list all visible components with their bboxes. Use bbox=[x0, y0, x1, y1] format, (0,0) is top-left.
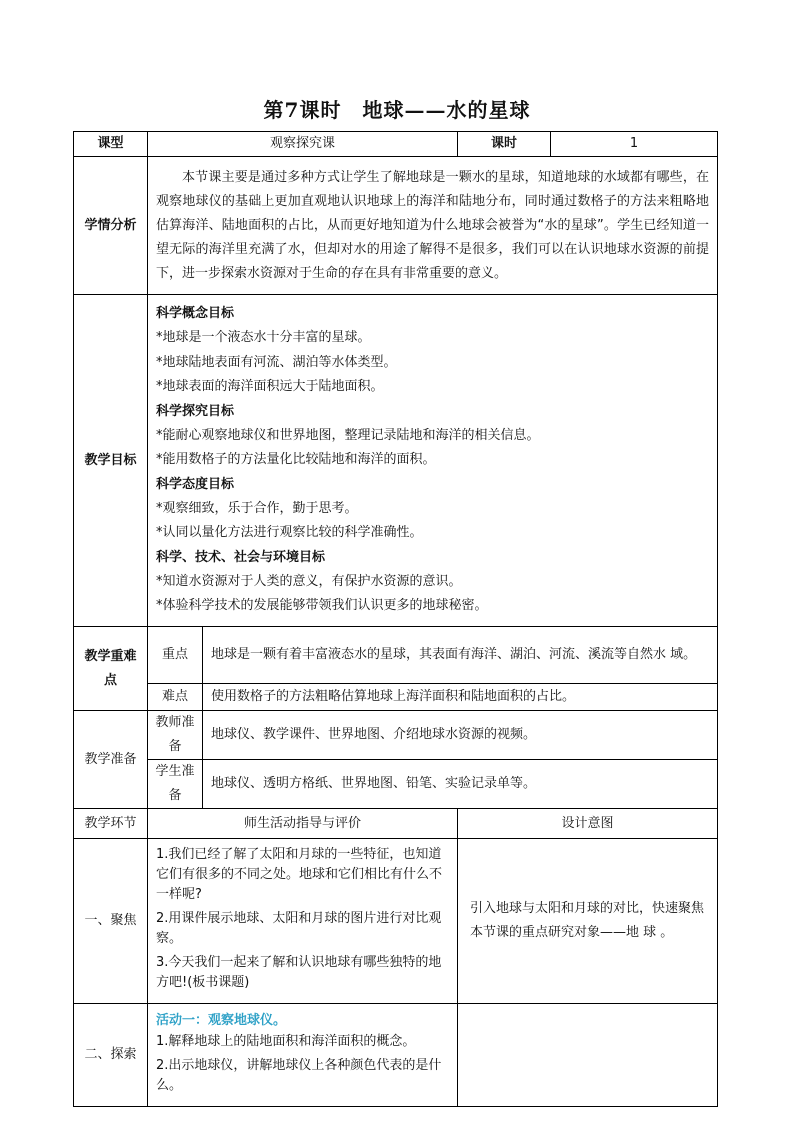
student-prep-row bbox=[74, 760, 718, 809]
period-value: 1 bbox=[551, 132, 718, 157]
goals-content bbox=[148, 295, 718, 627]
intent-column-header: 设计意图 bbox=[458, 809, 718, 839]
lesson-plan-table bbox=[73, 131, 718, 1107]
focus-label: 重点 bbox=[148, 627, 203, 684]
goal-item: *认同以量化方法进行观察比较的科学准确性。 bbox=[156, 525, 423, 541]
key-points-label: 教学重难点 bbox=[74, 627, 148, 711]
goals-label: 教学目标 bbox=[74, 295, 148, 627]
period-label: 课时 bbox=[458, 132, 551, 157]
goal-heading: 科学态度目标 bbox=[156, 476, 235, 492]
goal-item: *知道水资源对于人类的意义，有保护水资源的意识。 bbox=[156, 573, 462, 589]
goal-item: *地球表面的海洋面积远大于陆地面积。 bbox=[156, 379, 384, 395]
teacher-prep-text: 地球仪、教学课件、世界地图、介绍地球水资源的视频。 bbox=[203, 711, 718, 760]
activity-column-header: 师生活动指导与评价 bbox=[148, 809, 458, 839]
stage-intent bbox=[458, 1004, 718, 1107]
goal-item: *能用数格子的方法量化比较陆地和海洋的面积。 bbox=[156, 452, 436, 468]
lesson-type-value: 观察探究课 bbox=[148, 132, 458, 157]
teacher-prep-label: 教师准备 bbox=[148, 711, 203, 760]
stage-intent: 引入地球与太阳和月球的对比，快速聚焦本节课的重点研究对象——地 球 。 bbox=[458, 839, 718, 1004]
stage-name: 一、聚焦 bbox=[74, 839, 148, 1004]
stage-activity bbox=[148, 1004, 458, 1107]
student-prep-label: 学生准备 bbox=[148, 760, 203, 809]
analysis-label: 学情分析 bbox=[74, 157, 148, 295]
focus-text: 地球是一颗有着丰富液态水的星球，其表面有海洋、湖泊、河流、溪流等自然水 域。 bbox=[203, 627, 718, 684]
stage-name: 二、探索 bbox=[74, 1004, 148, 1107]
process-header-row bbox=[74, 809, 718, 839]
activity-step: 1.我们已经了解了太阳和月球的一些特征，也知道它们有很多的不同之处。地球和它们相比有什么不一样呢? bbox=[156, 847, 443, 902]
activity-step: 1.解释地球上的陆地面积和海洋面积的概念。 bbox=[156, 1034, 416, 1049]
goal-heading: 科学概念目标 bbox=[156, 306, 235, 322]
page-title: 第7课时 地球——水的星球 bbox=[263, 98, 531, 122]
goal-item: *观察细致，乐于合作，勤于思考。 bbox=[156, 500, 358, 516]
analysis-row bbox=[74, 157, 718, 295]
stage-column-header: 教学环节 bbox=[74, 809, 148, 839]
goal-item: *能耐心观察地球仪和世界地图，整理记录陆地和海洋的相关信息。 bbox=[156, 427, 540, 443]
goal-heading: 科学探究目标 bbox=[156, 403, 235, 419]
stage-activity bbox=[148, 839, 458, 1004]
goal-item: *地球是一个液态水十分丰富的星球。 bbox=[156, 330, 371, 346]
analysis-text: 本节课主要是通过多种方式让学生了解地球是一颗水的星球，知道地球的水域都有哪些，在观察地球仪的基础上更加直观地认识地球上的海洋和陆地分布，同时通过数格子的方法来粗略地估算海洋、陆地面积的占比，从而更好地知道为什么地球会被誉为“水的星球”。学生已经知道一望无际的海洋里充满了水，但却对水的用途了解得不是很多，我们可以在认识地球水资源的前提下，进一步探索水资源对于生命的存在具有非常重要的意义。 bbox=[148, 157, 718, 295]
goal-item: *地球陆地表面有河流、湖泊等水体类型。 bbox=[156, 354, 397, 370]
activity-step: 2.出示地球仪，讲解地球仪上各种颜色代表的是什么。 bbox=[156, 1058, 442, 1093]
stage-row bbox=[74, 1004, 718, 1107]
activity-title: 活动一：观察地球仪。 bbox=[156, 1013, 287, 1028]
lesson-type-label: 课型 bbox=[74, 132, 148, 157]
difficulty-row bbox=[74, 684, 718, 711]
activity-step: 3.今天我们一起来了解和认识地球有哪些独特的地方吧!(板书课题) bbox=[156, 955, 442, 990]
stage-row bbox=[74, 839, 718, 1004]
difficulty-text: 使用数格子的方法粗略估算地球上海洋面积和陆地面积的占比。 bbox=[203, 684, 718, 711]
difficulty-label: 难点 bbox=[148, 684, 203, 711]
goal-heading: 科学、技术、社会与环境目标 bbox=[156, 549, 326, 565]
preparation-label: 教学准备 bbox=[74, 711, 148, 809]
goals-row bbox=[74, 295, 718, 627]
teacher-prep-row bbox=[74, 711, 718, 760]
student-prep-text: 地球仪、透明方格纸、世界地图、铅笔、实验记录单等。 bbox=[203, 760, 718, 809]
focus-row bbox=[74, 627, 718, 684]
goal-item: *体验科学技术的发展能够带领我们认识更多的地球秘密。 bbox=[156, 598, 488, 614]
header-row bbox=[74, 132, 718, 157]
activity-step: 2.用课件展示地球、太阳和月球的图片进行对比观察。 bbox=[156, 911, 442, 946]
